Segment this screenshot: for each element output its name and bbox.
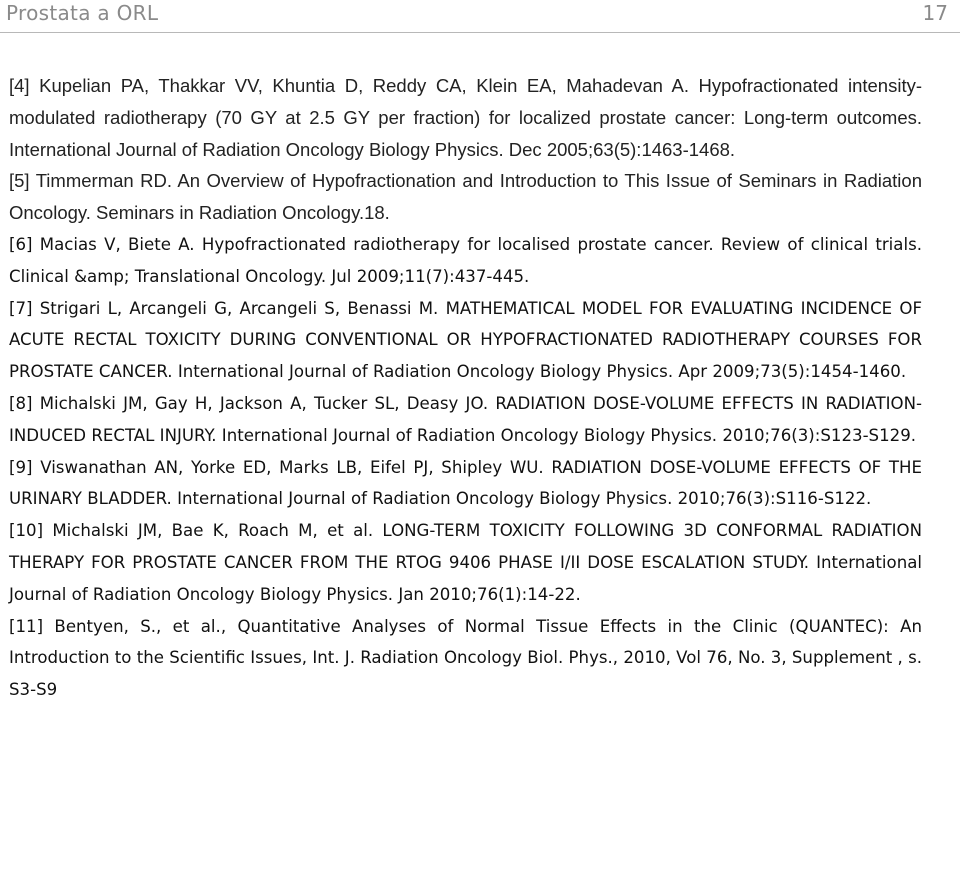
reference-item: [11] Bentyen, S., et al., Quantitative Analyses of Normal Tissue Effects in the Clinic (QUANTEC): An Introduction to the Scientific Issues, Int. J. Radiation Oncology Biol. Phys., 2010, Vol 76, No. 3, Supplement , s. S3-S9 [9,616,922,700]
reference-item: [5] Timmerman RD. An Overview of Hypofractionation and Introduction to This Issue of Seminars in Radiation Oncology. Seminars in Radiation Oncology.18. [9,170,922,224]
reference-item: [8] Michalski JM, Gay H, Jackson A, Tucker SL, Deasy JO. RADIATION DOSE-VOLUME EFFECTS IN RADIATION-INDUCED RECTAL INJURY. International Journal of Radiation Oncology Biology Physics. 2010;76(3):S123-S129. [9,393,922,445]
reference-item: [9] Viswanathan AN, Yorke ED, Marks LB, Eifel PJ, Shipley WU. RADIATION DOSE-VOLUME EFFECTS OF THE URINARY BLADDER. International Journal of Radiation Oncology Biology Physics. 2010;76(3):S116-S122. [9,457,922,509]
reference-item: [6] Macias V, Biete A. Hypofractionated radiotherapy for localised prostate cancer. Review of clinical trials. Clinical &amp; Translational Oncology. Jul 2009;11(7):437-445. [9,234,922,286]
reference-item: [10] Michalski JM, Bae K, Roach M, et al. LONG-TERM TOXICITY FOLLOWING 3D CONFORMAL RADIATION THERAPY FOR PROSTATE CANCER FROM THE RTOG 9406 PHASE I/II DOSE ESCALATION STUDY. International Journal of Radiation Oncology Biology Physics. Jan 2010;76(1):14-22. [9,521,922,604]
page-number: 17 [922,1,948,25]
running-title: Prostata a ORL [6,1,159,25]
reference-list [9,70,922,706]
reference-item: [7] Strigari L, Arcangeli G, Arcangeli S, Benassi M. MATHEMATICAL MODEL FOR EVALUATING INCIDENCE OF ACUTE RECTAL TOXICITY DURING CONVENTIONAL OR HYPOFRACTIONATED RADIOTHERAPY COURSES FOR PROSTATE CANCER. International Journal of Radiation Oncology Biology Physics. Apr 2009;73(5):1454-1460. [9,298,922,382]
page-header [0,0,960,33]
reference-item: [4] Kupelian PA, Thakkar VV, Khuntia D, Reddy CA, Klein EA, Mahadevan A. Hypofractionated intensity-modulated radiotherapy (70 GY at 2.5 GY per fraction) for localized prostate cancer: Long-term outcomes. International Journal of Radiation Oncology Biology Physics. Dec 2005;63(5):1463-1468. [9,75,922,160]
